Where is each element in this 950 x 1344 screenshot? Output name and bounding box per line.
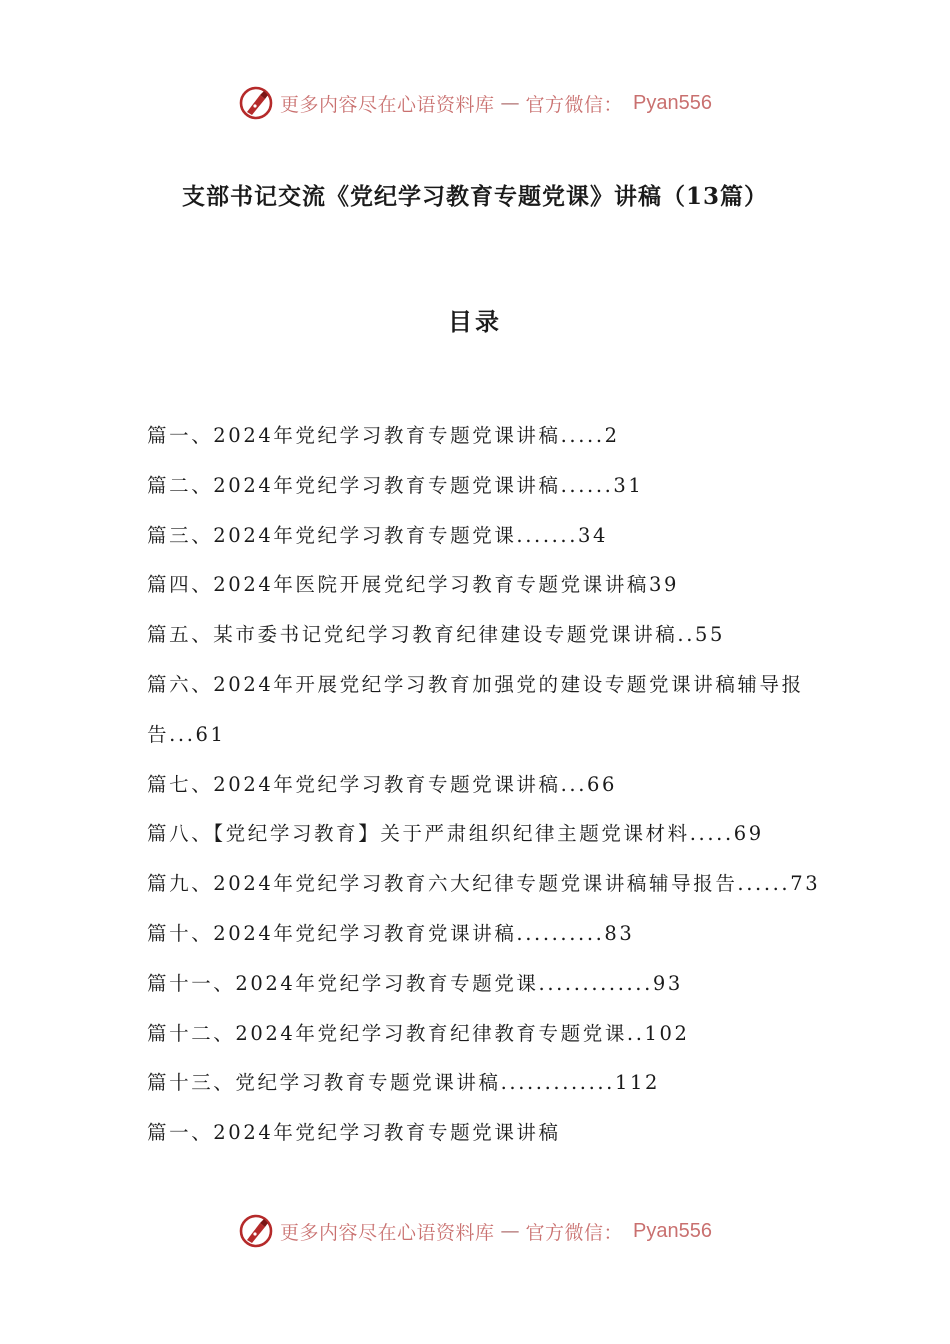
toc-entry[interactable]: 篇四、2024年医院开展党纪学习教育专题党课讲稿39 — [147, 573, 680, 597]
toc-entry[interactable]: 篇五、某市委书记党纪学习教育纪律建设专题党课讲稿..55 — [147, 623, 726, 647]
pen-nib-logo-icon — [238, 85, 274, 121]
banner-wechat-id: Pyan556 — [633, 91, 712, 114]
toc-entry[interactable]: 篇十、2024年党纪学习教育党课讲稿..........83 — [147, 921, 635, 945]
header-watermark-banner — [0, 81, 950, 125]
toc-entry[interactable]: 篇八、【党纪学习教育】关于严肃组织纪律主题党课材料.....69 — [147, 822, 764, 846]
section-heading: 篇一、2024年党纪学习教育专题党课讲稿 — [147, 1121, 561, 1145]
toc-entry[interactable]: 篇十一、2024年党纪学习教育专题党课.............93 — [147, 971, 683, 995]
footer-watermark-banner — [0, 1209, 950, 1253]
table-of-contents — [147, 411, 821, 1158]
pen-nib-logo-icon — [238, 1213, 274, 1249]
toc-entry[interactable]: 篇六、2024年开展党纪学习教育加强党的建设专题党课讲稿辅导报 — [147, 672, 804, 696]
toc-entry[interactable]: 篇二、2024年党纪学习教育专题党课讲稿......31 — [147, 473, 644, 497]
banner-separator: — — [500, 1220, 520, 1242]
banner-wechat-label: 官方微信： — [525, 93, 624, 116]
toc-heading: 目录 — [448, 307, 502, 336]
document-title: 支部书记交流《党纪学习教育专题党课》讲稿（13篇） — [181, 183, 768, 210]
banner-wechat-label: 官方微信： — [525, 1221, 624, 1244]
toc-entry[interactable]: 篇三、2024年党纪学习教育专题党课.......34 — [147, 523, 609, 547]
toc-entry[interactable]: 篇一、2024年党纪学习教育专题党课讲稿.....2 — [147, 424, 620, 447]
toc-entry[interactable]: 篇九、2024年党纪学习教育六大纪律专题党课讲稿辅导报告......73 — [147, 872, 821, 896]
toc-entry[interactable]: 篇七、2024年党纪学习教育专题党课讲稿...66 — [147, 772, 618, 796]
banner-text: 更多内容尽在心语资料库 — [280, 1221, 495, 1244]
banner-separator: — — [500, 92, 520, 114]
toc-entry[interactable]: 篇十二、2024年党纪学习教育纪律教育专题党课..102 — [147, 1021, 690, 1045]
toc-entry-continuation[interactable]: 告...61 — [147, 722, 226, 746]
banner-text: 更多内容尽在心语资料库 — [280, 93, 495, 116]
banner-wechat-id: Pyan556 — [633, 1219, 712, 1242]
toc-entry[interactable]: 篇十三、党纪学习教育专题党课讲稿.............112 — [147, 1071, 660, 1095]
